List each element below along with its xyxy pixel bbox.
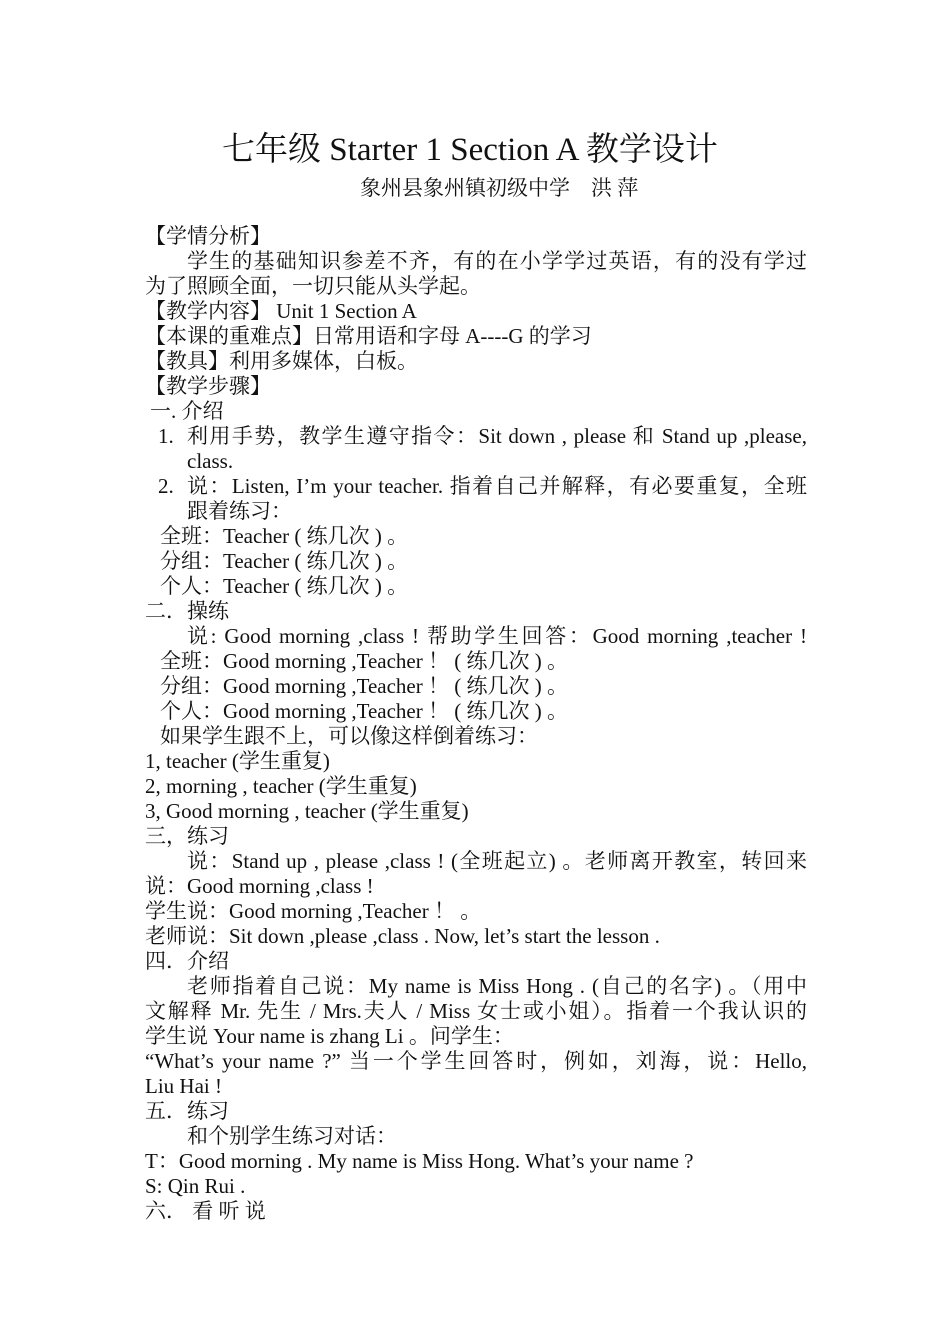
- paragraph-line: 老师指着自己说：My name is Miss Hong . (自己的名字) 。（用中: [187, 974, 807, 998]
- paragraph-line: “What’s your name ?” 当一个学生回答时，例如，刘海，说：Hello,: [145, 1049, 807, 1073]
- paragraph-line: Liu Hai !: [145, 1074, 222, 1098]
- step-heading: 四．介绍: [145, 949, 229, 973]
- section-heading: 【教学步骤】: [145, 374, 271, 398]
- practice-line: 2, morning , teacher (学生重复): [145, 774, 417, 798]
- section-heading: 【教具】利用多媒体，白板。: [145, 349, 418, 373]
- practice-line: 分组：Teacher ( 练几次 ) 。: [160, 549, 409, 573]
- paragraph-line: 和个别学生练习对话：: [187, 1124, 397, 1148]
- step-heading: 三，练习: [145, 824, 229, 848]
- paragraph-line: 学生的基础知识参差不齐，有的在小学学过英语，有的没有学过: [187, 249, 807, 273]
- section-heading: 【本课的重难点】日常用语和字母 A----G 的学习: [145, 324, 592, 348]
- step-heading: 五．练习: [145, 1099, 229, 1123]
- document-author: 象州县象州镇初级中学 洪 萍: [360, 176, 639, 200]
- dialogue-line: T：Good morning . My name is Miss Hong. What’s your name ?: [145, 1149, 694, 1173]
- paragraph-line: 学生说 Your name is zhang Li 。问学生：: [145, 1024, 514, 1048]
- paragraph-line: 如果学生跟不上，可以像这样倒着练习：: [160, 724, 538, 748]
- paragraph-line: 文解释 Mr. 先生 / Mrs.夫人 / Miss 女士或小姐）。指着一个我认识的: [145, 999, 807, 1023]
- practice-line: 全班：Good morning ,Teacher ！ ( 练几次 ) 。: [160, 649, 568, 673]
- list-item: 说：Listen, I’m your teacher. 指着自己并解释，有必要重复，全班: [187, 474, 807, 498]
- list-item: 利用手势，教学生遵守指令：Sit down , please 和 Stand up ,please,: [187, 424, 807, 448]
- step-heading: 六． 看 听 说: [145, 1199, 266, 1223]
- dialogue-line: S: Qin Rui .: [145, 1174, 246, 1198]
- paragraph-line: 为了照顾全面，一切只能从头学起。: [145, 274, 481, 298]
- list-item: 跟着练习：: [187, 499, 292, 523]
- step-heading: 二．操练: [145, 599, 229, 623]
- practice-line: 个人：Teacher ( 练几次 ) 。: [160, 574, 409, 598]
- list-number: 1.: [158, 424, 174, 448]
- practice-line: 3, Good morning , teacher (学生重复): [145, 799, 469, 823]
- paragraph-line: 说: Good morning ,class ! 帮助学生回答：Good morning ,teacher !: [187, 624, 807, 648]
- practice-line: 个人：Good morning ,Teacher ！ ( 练几次 ) 。: [160, 699, 568, 723]
- section-heading: 【学情分析】: [145, 224, 271, 248]
- paragraph-line: 老师说：Sit down ,please ,class . Now, let’s start the lesson .: [145, 924, 660, 948]
- section-heading: 【教学内容】 Unit 1 Section A: [145, 299, 417, 323]
- practice-line: 分组：Good morning ,Teacher ！ ( 练几次 ) 。: [160, 674, 568, 698]
- practice-line: 全班：Teacher ( 练几次 ) 。: [160, 524, 409, 548]
- practice-line: 1, teacher (学生重复): [145, 749, 330, 773]
- paragraph-line: 学生说：Good morning ,Teacher ！ 。: [145, 899, 482, 923]
- list-item: class.: [187, 449, 234, 473]
- list-number: 2.: [158, 474, 174, 498]
- document-title: 七年级 Starter 1 Section A 教学设计: [222, 132, 718, 168]
- paragraph-line: 说：Good morning ,class !: [145, 874, 374, 898]
- step-heading: 一. 介绍: [150, 399, 224, 423]
- paragraph-line: 说：Stand up , please ,class ! (全班起立) 。老师离开教室，转回来: [187, 849, 807, 873]
